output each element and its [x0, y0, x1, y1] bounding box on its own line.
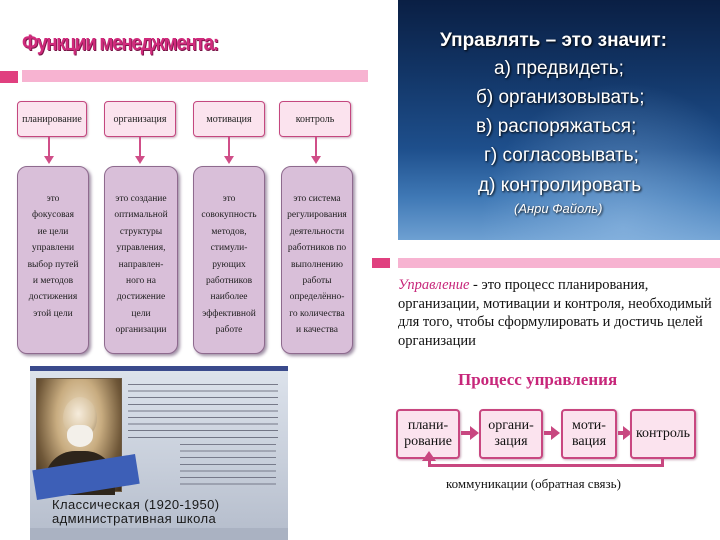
arrow-planning	[48, 137, 50, 157]
step-line: моти-	[572, 418, 606, 433]
definition-text: - это процесс планирования, организации, мотивации и контроля, необходимый для того, чтобы сформулировать и достичь целей организации	[398, 277, 712, 349]
arrow-motivation	[228, 137, 230, 157]
desc-line: го количества	[289, 308, 345, 319]
fayol-item-e: д) контролировать	[478, 175, 642, 196]
arrow-tip-organization	[135, 156, 145, 164]
desc-line: выбор путей	[27, 259, 79, 270]
function-desc-organization	[104, 166, 178, 354]
fayol-quote-panel	[398, 0, 720, 240]
step-line: органи-	[488, 418, 534, 433]
fayol-author: (Анри Файоль)	[514, 201, 603, 216]
fine-print-block	[180, 444, 276, 488]
step-line: рование	[404, 434, 452, 449]
desc-line: достижения	[28, 292, 78, 303]
arrow-control	[315, 137, 317, 157]
school-line: административная школа	[52, 511, 217, 526]
desc-line: и методов	[32, 276, 74, 287]
definition-divider	[398, 258, 720, 268]
desc-line: методов,	[211, 226, 247, 237]
desc-line: это	[46, 194, 60, 204]
desc-line: организации	[115, 325, 167, 336]
fayol-item-d: г) согласовывать;	[484, 145, 639, 166]
step-line: контроль	[635, 426, 691, 441]
process-arrow	[461, 431, 471, 435]
title-underline	[22, 70, 368, 82]
arrow-tip-planning	[44, 156, 54, 164]
function-desc-motivation	[193, 166, 265, 354]
fayol-item-a: а) предвидеть;	[494, 58, 624, 79]
desc-line: эффективной	[202, 308, 256, 319]
arrow-organization	[139, 137, 141, 157]
function-head-motivation: мотивация	[193, 101, 265, 137]
desc-line: и качества	[296, 325, 338, 336]
title-marker	[0, 71, 18, 83]
arrow-tip-motivation	[224, 156, 234, 164]
desc-line: структуры	[119, 226, 163, 237]
desc-line: достижение	[116, 292, 166, 303]
desc-line: работников	[205, 276, 253, 287]
desc-line: это	[222, 194, 236, 204]
desc-line: деятельности	[289, 226, 345, 237]
feedback-caption: коммуникации (обратная связь)	[446, 476, 621, 491]
process-step-motivation	[561, 409, 617, 459]
process-step-organization	[479, 409, 543, 459]
fayol-item-b: б) организовывать;	[476, 87, 645, 108]
desc-line: выполнению	[291, 259, 343, 270]
desc-line: фокусовая	[31, 210, 75, 221]
desc-line: управлени	[31, 243, 75, 254]
fayol-item-c: в) распоряжаться;	[476, 116, 637, 137]
desc-line: определённо-	[289, 292, 345, 303]
step-line: зация	[494, 434, 528, 449]
step-line: вация	[571, 434, 607, 449]
definition-term: Управление	[398, 277, 470, 293]
desc-line: цели	[131, 308, 151, 319]
page-title: Функции менеджмента:	[22, 30, 218, 55]
function-head-control: контроль	[279, 101, 351, 137]
desc-line: ного на	[126, 276, 156, 287]
definition-marker	[372, 258, 390, 268]
arrow-tip-control	[311, 156, 321, 164]
classical-school-panel	[30, 366, 288, 540]
desc-line: направлен-	[118, 259, 164, 270]
school-line: Классическая (1920-1950)	[52, 497, 220, 512]
classic-school-title	[52, 498, 219, 526]
desc-line: работы	[302, 276, 332, 287]
function-head-organization: организация	[104, 101, 176, 137]
fine-print-block	[128, 384, 278, 442]
panel-top-stripe	[30, 366, 288, 371]
feedback-arrow-tip	[422, 451, 436, 461]
desc-line: этой цели	[33, 308, 73, 319]
process-step-control	[630, 409, 696, 459]
desc-line: стимули-	[210, 243, 248, 254]
desc-line: работников по	[287, 243, 347, 254]
process-title: Процесс управления	[458, 370, 618, 389]
function-head-planning: планирование	[17, 101, 87, 137]
step-line: плани-	[407, 418, 449, 433]
desc-line: это создание	[115, 194, 167, 204]
feedback-loop	[428, 459, 664, 467]
desc-line: наиболее	[210, 292, 248, 303]
process-arrow	[544, 431, 552, 435]
desc-line: это система	[293, 194, 341, 204]
function-desc-planning	[17, 166, 89, 354]
desc-line: работе	[215, 325, 243, 336]
process-arrow	[618, 431, 624, 435]
portrait-beard	[67, 425, 93, 447]
fayol-heading: Управлять – это значит:	[440, 30, 667, 51]
desc-line: регулирования	[287, 210, 347, 221]
desc-line: управления,	[116, 243, 166, 254]
desc-line: ие цели	[37, 226, 69, 237]
desc-line: оптимальной	[114, 210, 168, 221]
management-definition	[398, 276, 718, 350]
desc-line: рующих	[212, 259, 246, 270]
desc-line: совокупность	[201, 210, 257, 221]
function-desc-control	[281, 166, 353, 354]
panel-bottom-stripe	[30, 528, 288, 540]
